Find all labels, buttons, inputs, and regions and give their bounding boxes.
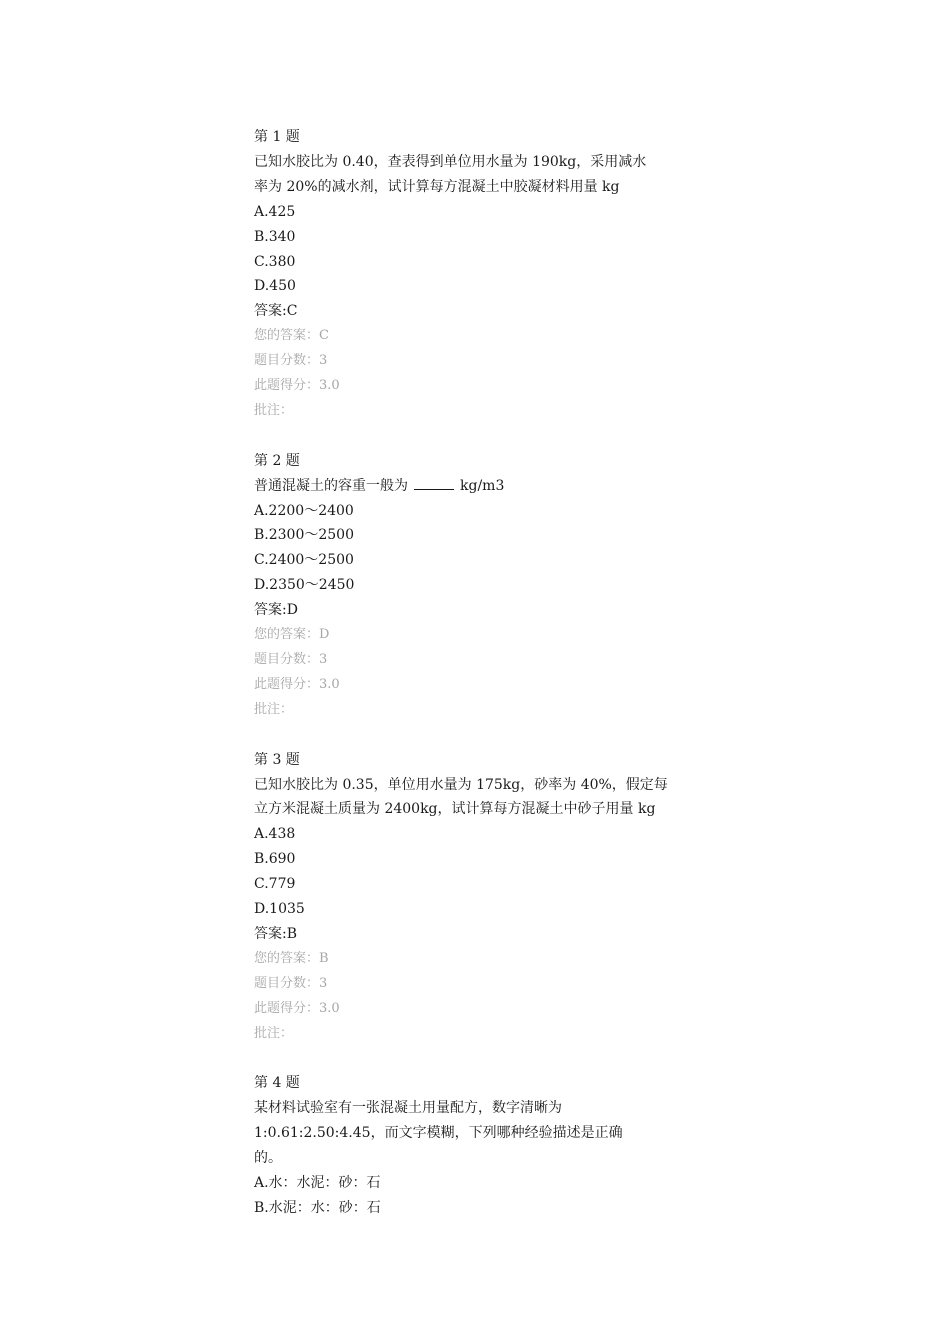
question-stem-line: 率为 20%的减水剂，试计算每方混凝土中胶凝材料用量 kg (254, 178, 620, 195)
question-stem-line: 已知水胶比为 0.40，查表得到单位用水量为 190kg，采用减水 (254, 153, 647, 170)
question-score: 题目分数：3 (254, 353, 328, 369)
correct-answer: 答案:B (254, 925, 298, 942)
exam-document (254, 125, 714, 1221)
your-answer: 您的答案：B (254, 950, 329, 966)
question-number: 第 4 题 (254, 1075, 300, 1092)
option-a: A.425 (254, 203, 296, 220)
question-stem-line: 1:0.61:2.50:4.45，而文字模糊，下列哪种经验描述是正确 (254, 1125, 623, 1142)
annotation: 批注： (254, 701, 294, 717)
question-number: 第 1 题 (254, 129, 300, 145)
option-a: A.438 (254, 826, 296, 843)
your-answer: 您的答案：D (254, 627, 330, 643)
correct-answer: 答案:C (254, 303, 298, 320)
earned-score: 此题得分：3.0 (254, 1000, 340, 1016)
question-number: 第 2 题 (254, 452, 300, 469)
question-score: 题目分数：3 (254, 652, 328, 668)
option-c: C.2400～2500 (254, 552, 354, 569)
option-b: B.2300～2500 (254, 527, 354, 544)
question-stem-line: 立方米混凝土质量为 2400kg，试计算每方混凝土中砂子用量 kg (254, 801, 656, 818)
fill-blank (414, 476, 454, 490)
correct-answer: 答案:D (254, 602, 298, 619)
question-2 (254, 449, 714, 748)
option-c: C.779 (254, 876, 296, 893)
spacer (254, 424, 714, 449)
question-stem-line: 某材料试验室有一张混凝土用量配方，数字清晰为 (254, 1100, 562, 1117)
earned-score: 此题得分：3.0 (254, 378, 340, 394)
option-b: B.690 (254, 851, 296, 868)
question-number: 第 3 题 (254, 751, 300, 768)
option-b: B.340 (254, 228, 296, 245)
spacer (254, 723, 714, 748)
your-answer: 您的答案：C (254, 328, 329, 344)
option-a: A.水：水泥：砂：石 (254, 1175, 381, 1192)
question-stem-line (254, 474, 714, 499)
question-1 (254, 125, 714, 449)
option-d: D.1035 (254, 901, 305, 918)
option-d: D.450 (254, 278, 296, 295)
annotation: 批注： (254, 1025, 294, 1041)
spacer (254, 1047, 714, 1072)
stem-before-blank: 普通混凝土的容重一般为 (254, 477, 408, 494)
option-b: B.水泥：水：砂：石 (254, 1199, 381, 1216)
question-4 (254, 1071, 714, 1220)
option-d: D.2350～2450 (254, 577, 355, 594)
question-stem-line: 已知水胶比为 0.35，单位用水量为 175kg，砂率为 40%，假定每 (254, 776, 668, 793)
question-score: 题目分数：3 (254, 975, 328, 991)
option-a: A.2200～2400 (254, 502, 354, 519)
option-c: C.380 (254, 253, 296, 270)
question-3 (254, 748, 714, 1072)
earned-score: 此题得分：3.0 (254, 676, 340, 692)
annotation: 批注： (254, 402, 294, 418)
question-stem-line: 的。 (254, 1150, 282, 1167)
stem-after-blank: kg/m3 (460, 477, 505, 494)
